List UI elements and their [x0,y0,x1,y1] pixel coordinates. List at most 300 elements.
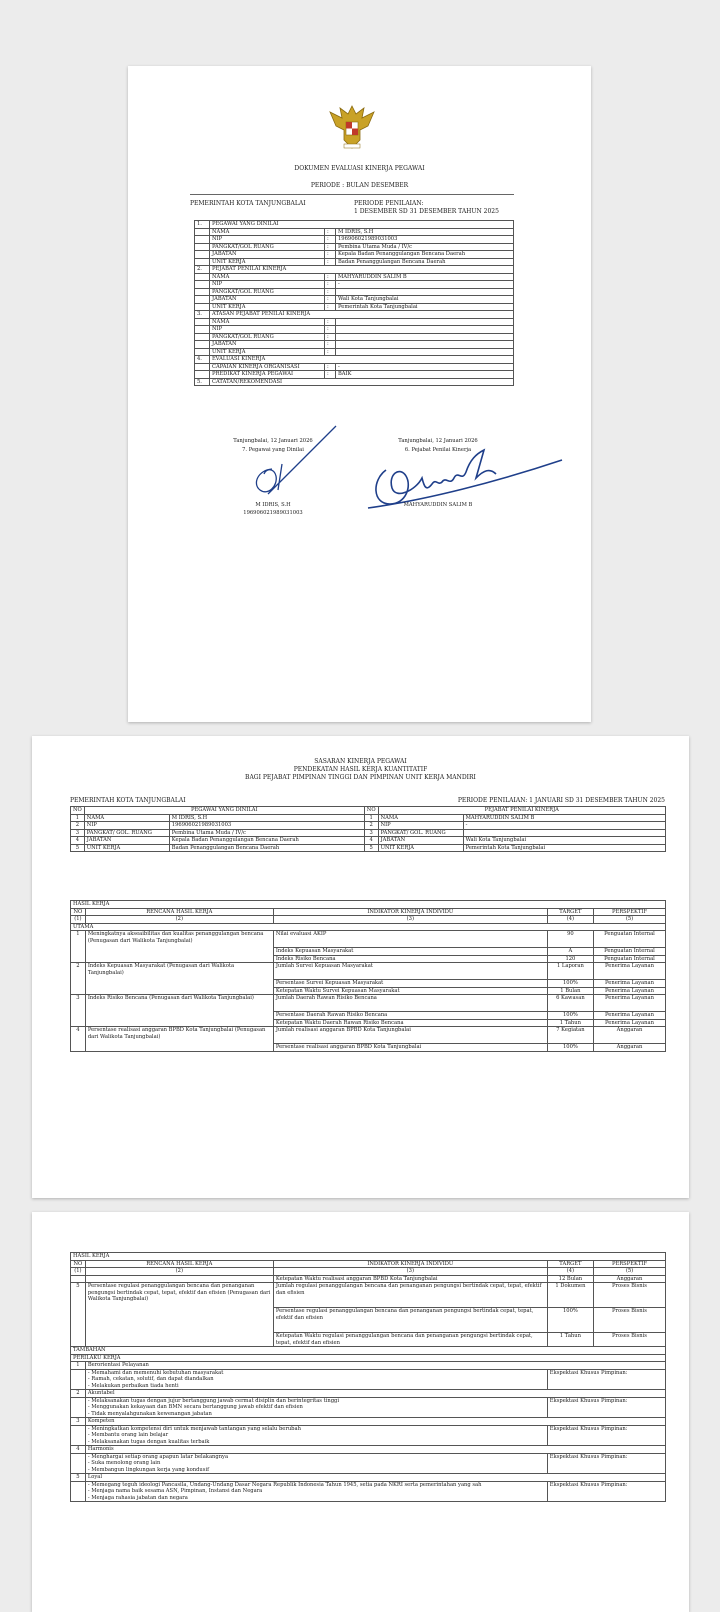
work-plan: Persentase realisasi anggaran BPBD Kota Tanjungbalai (Penugasan dari Walikota Tanjungbalai) [85,1027,273,1052]
indicator-row [71,963,666,980]
employee-sign-nip: 196906021989031003 [243,510,303,516]
behavior-item: - Menjaga rahasia jabatan dan negara [87,1494,188,1501]
row-number: 3 [364,829,378,837]
field-row [195,326,514,334]
identity-row [71,822,666,830]
colon: : [325,348,336,356]
field-label: UNIT KERJA [210,303,325,311]
field-row [195,228,514,236]
row-number: 1 [71,814,85,822]
target: A [547,948,593,956]
identity-header-row [71,807,666,815]
perspective: Penerima Layanan [593,995,665,1012]
target: 1 Tahun [547,1333,593,1347]
evaluator-header: PEJABAT PENILAI KINERJA [378,807,665,815]
behavior-detail-row [71,1481,666,1502]
colon: : [325,363,336,371]
field-label: JABATAN [84,837,169,845]
field-value: Pembina Utama Muda / IV/c [169,829,364,837]
title-divider [190,194,514,195]
field-row [195,363,514,371]
field-row [195,341,514,349]
field-row [195,318,514,326]
section-title: TAMBAHAN [71,1347,666,1355]
perspective: Penerima Layanan [593,1012,665,1020]
perspective: Proses Bisnis [593,1283,665,1308]
perspective: Penguatan Internal [593,955,665,963]
indicator: Jumlah Daerah Rawan Risiko Bencana [273,995,547,1012]
document-title: DOKUMEN EVALUASI KINERJA PEGAWAI [294,165,425,172]
row-number: 5 [364,844,378,852]
document-period: PERIODE : BULAN DESEMBER [310,182,409,189]
spacer-cell [71,1425,86,1446]
leader-expectation: Ekspektasi Khusus Pimpinan: [547,1453,665,1474]
behavior-name: Harmonis [85,1446,665,1454]
identity-row [71,829,666,837]
field-value: - [336,281,514,289]
behavior-item: - Menjaga nama baik sesama ASN, Pimpinan, Instansi dan Negara [87,1488,263,1494]
target: 12 Bulan [547,1275,593,1283]
field-row [195,288,514,296]
row-number: 2 [364,822,378,830]
field-label: PREDIKAT KINERJA PEGAWAI [210,371,325,379]
perspective: Penguatan Internal [593,948,665,956]
indicator: Ketepatan Waktu regulasi penanggulangan bencana dan penanganan pengungsi bertindak cepat, tepat, efektif dan efisien [273,1333,547,1347]
behavior-detail-row [71,1397,666,1418]
field-label: NAMA [84,814,169,822]
colon: : [325,258,336,266]
field-value: Badan Penanggulangan Bencana Daerah [336,258,514,266]
section-row [71,1354,666,1362]
column-header: INDIKATOR KINERJA INDIVIDU [273,1260,547,1268]
spacer-cell [195,341,210,349]
field-value: Kepala Badan Penanggulangan Bencana Daerah [336,251,514,259]
assessment-period: PERIODE PENILAIAN: 1 JANUARI SD 31 DESEMBER TAHUN 2025 [457,797,665,804]
field-label: PANGKAT/ GOL. RUANG [84,829,169,837]
target: 100% [547,1044,593,1052]
spacer-cell [71,1397,86,1418]
section-title: HASIL KERJA [71,901,666,909]
target: 90 [547,931,593,948]
indicator: Jumlah realisasi anggaran BPBD Kota Tanjungbalai [273,1027,547,1044]
column-header-row [71,908,666,916]
field-value: Pemerintah Kota Tanjungbalai [336,303,514,311]
indicator: Ketepatan Waktu Survei Kepuasan Masyarakat [273,987,547,995]
field-label: PANGKAT/GOL RUANG [210,288,325,296]
behavior-items [85,1453,547,1474]
field-label: PANGKAT/GOL RUANG [210,333,325,341]
field-value: M IDRIS, S.H [336,228,514,236]
row-number: 4 [71,837,85,845]
evaluator-sign-role: 6. Pejabat Penilai Kinerja [404,447,472,453]
employee-signature [238,424,348,504]
column-number: (5) [593,916,665,924]
evaluator-sign-date: Tanjungbalai, 12 Januari 2026 [398,438,478,444]
column-number: (2) [85,1268,273,1276]
behavior-items [85,1425,547,1446]
row-number: 5 [71,844,85,852]
section-title: PEGAWAI YANG DINILAI [210,221,514,229]
behavior-number: 4 [71,1446,86,1454]
spacer-cell [195,296,210,304]
indicator: Ketepatan Waktu Daerah Rawan Risiko Bencana [273,1019,547,1027]
field-value: Badan Penanggulangan Bencana Daerah [169,844,364,852]
section-row [71,1253,666,1261]
colon: : [325,296,336,304]
behavior-detail-row [71,1369,666,1390]
section-title: CATATAN/REKOMENDASI [210,378,514,386]
indicator: Indeks Kepuasan Masyarakat [273,948,547,956]
colon: : [325,371,336,379]
section-title: EVALUASI KINERJA [210,356,514,364]
column-number: (3) [273,1268,547,1276]
row-number: 1 [71,931,86,963]
colon: : [325,281,336,289]
employee-sign-name: M IDRIS, S.H [255,502,291,508]
section-header-row [195,266,514,274]
section-number: 2. [195,266,210,274]
behavior-item: - Melaksanakan tugas dengan kualitas terbaik [87,1438,210,1445]
employee-header: PEGAWAI YANG DINILAI [84,807,364,815]
work-plan: Persentase regulasi penanggulangan bencana dan penanganan pengungsi bertindak cepat, tepat, efektif dan efisien (Penugasan dari Walikota Tanjungbalai) [85,1283,273,1347]
leader-expectation: Ekspektasi Khusus Pimpinan: [547,1481,665,1502]
section-number: 4. [195,356,210,364]
field-label: NIP [378,822,463,830]
behavior-item: - Membangun lingkungan kerja yang kondusif [87,1466,210,1473]
colon: : [325,251,336,259]
column-number: (4) [547,916,593,924]
section-row [71,901,666,909]
field-value [336,326,514,334]
indicator: Ketepatan Waktu realisasi anggaran BPBD Kota Tanjungbalai [273,1275,547,1283]
behavior-items [85,1481,547,1502]
work-plan: Indeks Risiko Bencana (Penugasan dari Walikota Tanjungbalai) [85,995,273,1027]
target: 1 Tahun [547,1019,593,1027]
field-value: MAHYARUDDIN SALIM B [336,273,514,281]
institution-name: PEMERINTAH KOTA TANJUNGBALAI [70,797,186,804]
indicator: Jumlah regulasi penanggulangan bencana dan penanganan pengungsi bertindak cepat, tepat, efektif dan efisien [273,1283,547,1308]
spacer-cell [195,363,210,371]
field-value [336,318,514,326]
field-row [195,296,514,304]
column-header: PERSPEKTIF [593,1260,665,1268]
field-value: Pembina Utama Muda / IV/c [336,243,514,251]
field-value: BAIK [336,371,514,379]
field-label: UNIT KERJA [210,258,325,266]
field-label: CAPAIAN KINERJA ORGANISASI [210,363,325,371]
section-header-row [195,356,514,364]
field-label: UNIT KERJA [84,844,169,852]
colon: : [325,333,336,341]
colon: : [325,243,336,251]
row-number: 3 [71,829,85,837]
field-row [195,273,514,281]
identity-table [70,806,666,852]
behavior-item: - Melakukan perbaikan tiada henti [87,1382,179,1389]
column-header: RENCANA HASIL KERJA [85,1260,273,1268]
behavior-item: - Tidak menyalahgunakan kewenangan jabatan [87,1410,212,1417]
behavior-item: - Melaksanakan tugas dengan jujur bertanggung jawab cermat disiplin dan berintegritas tinggi [87,1397,339,1404]
perspective: Anggaran [593,1275,665,1283]
institution-name: PEMERINTAH KOTA TANJUNGBALAI [190,200,306,207]
assessment-period-label: PERIODE PENILAIAN: [354,200,424,207]
field-row [195,281,514,289]
target: 100% [547,1308,593,1333]
column-header: TARGET [547,1260,593,1268]
evaluator-signature [366,430,566,512]
spacer-cell [195,326,210,334]
perspective: Anggaran [593,1027,665,1044]
perspective: Penerima Layanan [593,987,665,995]
leader-expectation: Ekspektasi Khusus Pimpinan: [547,1425,665,1446]
behavior-item: - Menghargai setiap orang apapun latar belakangnya [87,1453,229,1460]
field-row [195,348,514,356]
column-header: NO [71,1260,86,1268]
column-number-row [71,1268,666,1276]
row-number: 2 [71,963,86,995]
column-header: PERSPEKTIF [593,908,665,916]
behavior-number: 3 [71,1418,86,1426]
behavior-item: - Meningkatkan kompetensi diri untuk menjawab tantangan yang selalu berubah [87,1425,301,1432]
work-plan: Indeks Kepuasan Masyarakat (Penugasan dari Walikota Tanjungbalai) [85,963,273,995]
behavior-number: 2 [71,1390,86,1398]
spacer-cell [195,333,210,341]
spacer-cell [195,348,210,356]
column-number: (1) [71,916,86,924]
field-label: PANGKAT/GOL RUANG [210,243,325,251]
behavior-header-row [71,1446,666,1454]
employee-sign-role: 7. Pegawai yang Dinilai [242,447,304,453]
field-label: NIP [84,822,169,830]
work-plan [85,1275,273,1283]
field-label: JABATAN [378,837,463,845]
column-number: (2) [85,916,273,924]
section-title: PEJABAT PENILAI KINERJA [210,266,514,274]
row-number: 4 [71,1027,86,1052]
field-row [195,303,514,311]
field-value: Kepala Badan Penanggulangan Bencana Daerah [169,837,364,845]
behavior-name: Kompeten [85,1418,665,1426]
perspective: Proses Bisnis [593,1308,665,1333]
field-row [195,251,514,259]
leader-expectation: Ekspektasi Khusus Pimpinan: [547,1397,665,1418]
row-number: 4 [364,837,378,845]
behavior-detail-row [71,1453,666,1474]
section-title: UTAMA [71,923,666,931]
field-row [195,236,514,244]
spacer-cell [195,281,210,289]
field-value: - [463,822,665,830]
indicator: Persentase Daerah Rawan Risiko Bencana [273,1012,547,1020]
behavior-header-row [71,1362,666,1370]
field-label: UNIT KERJA [378,844,463,852]
indicator: Persentase regulasi penanggulangan bencana dan penanganan pengungsi bertindak cepat, tepat, efektif dan efisien [273,1308,547,1333]
field-value: Pemerintah Kota Tanjungbalai [463,844,665,852]
indicator: Persentase realisasi anggaran BPBD Kota Tanjungbalai [273,1044,547,1052]
perspective: Proses Bisnis [593,1333,665,1347]
behavior-item: - Menggunakan kekayaan dan BMN secara bertanggung jawab efektif dan efisien [87,1404,303,1410]
field-label: NAMA [210,228,325,236]
field-value: - [336,363,514,371]
behavior-name: Akuntabel [85,1390,665,1398]
perspective: Penguatan Internal [593,931,665,948]
behavior-item: - Membantu orang lain belajar [87,1432,169,1438]
target: 1 Laporan [547,963,593,980]
row-number: 5 [71,1283,86,1347]
section-row [71,1347,666,1355]
spacer-cell [71,1453,86,1474]
behavior-header-row [71,1390,666,1398]
behavior-name: Loyal [85,1474,665,1482]
indicator-row [71,1283,666,1308]
spacer-cell [195,371,210,379]
spacer-cell [195,236,210,244]
skp-subtitle-2: BAGI PEJABAT PIMPINAN TINGGI DAN PIMPINAN UNIT KERJA MANDIRI [245,774,476,781]
section-header-row [195,221,514,229]
field-label: NIP [210,326,325,334]
section-title: ATASAN PEJABAT PENILAI KINERJA [210,311,514,319]
section-number: 1. [195,221,210,229]
column-number: (5) [593,1268,665,1276]
column-number: (4) [547,1268,593,1276]
no-header: NO [364,807,378,815]
row-number [71,1275,86,1283]
behavior-number: 1 [71,1362,86,1370]
spacer-cell [195,258,210,266]
target: 1 Dokumen [547,1283,593,1308]
behavior-item: - Suka menolong orang lain [87,1460,161,1466]
behavior-item: - Memahami dan memenuhi kebutuhan masyarakat [87,1369,224,1376]
work-results-table-continued [70,1252,666,1502]
field-value [336,333,514,341]
section-title: PERILAKU KERJA [71,1354,666,1362]
spacer-cell [71,1481,86,1502]
indicator: Jumlah Survei Kepuasan Masyarakat [273,963,547,980]
colon: : [325,236,336,244]
field-value [336,348,514,356]
field-row [195,243,514,251]
target: 120 [547,955,593,963]
colon: : [325,318,336,326]
identity-row [71,844,666,852]
behavior-header-row [71,1418,666,1426]
work-behavior-page [32,1212,689,1612]
garuda-emblem-icon [326,102,378,152]
field-label: NIP [210,236,325,244]
indicator-row [71,931,666,948]
evaluation-table [194,220,514,386]
spacer-cell [195,273,210,281]
perspective: Penerima Layanan [593,963,665,980]
field-value [336,288,514,296]
column-header: NO [71,908,86,916]
field-row [195,333,514,341]
column-number-row [71,916,666,924]
target: 7 Kegiatan [547,1027,593,1044]
indicator-row [71,995,666,1012]
field-label: NAMA [210,318,325,326]
field-value: 196906021989031003 [169,822,364,830]
column-header: RENCANA HASIL KERJA [85,908,273,916]
identity-row [71,814,666,822]
field-row [195,371,514,379]
behavior-item: - Memegang teguh ideologi Pancasila, Undang-Undang Dasar Negara Republik Indonesia Tahun 1945, setia pada NKRI serta pemerintahan yang sah [87,1481,482,1488]
colon: : [325,273,336,281]
spacer-cell [195,318,210,326]
colon: : [325,303,336,311]
column-number: (3) [273,916,547,924]
column-number: (1) [71,1268,86,1276]
behavior-item: - Ramah, cekatan, solutif, dan dapat diandalkan [87,1376,214,1382]
column-header-row [71,1260,666,1268]
row-number: 1 [364,814,378,822]
field-value: M IDRIS, S.H [169,814,364,822]
behavior-items [85,1369,547,1390]
colon: : [325,228,336,236]
target: 6 Kawasan [547,995,593,1012]
assessment-period-value: 1 DESEMBER SD 31 DESEMBER TAHUN 2025 [354,208,499,215]
target: 1 Bulan [547,987,593,995]
field-value: MAHYARUDDIN SALIM B [463,814,665,822]
section-title: HASIL KERJA [71,1253,666,1261]
field-label: JABATAN [210,251,325,259]
field-label: JABATAN [210,341,325,349]
field-label: NAMA [210,273,325,281]
behavior-items [85,1397,547,1418]
indicator: Indeks Risiko Bencana [273,955,547,963]
field-label: PANGKAT/ GOL. RUANG [378,829,463,837]
identity-row [71,837,666,845]
row-number: 2 [71,822,85,830]
perspective: Anggaran [593,1044,665,1052]
field-row [195,258,514,266]
spacer-cell [195,251,210,259]
spacer-cell [195,303,210,311]
column-header: INDIKATOR KINERJA INDIVIDU [273,908,547,916]
evaluator-sign-name: MAHYARUDDIN SALIM B [403,502,473,508]
colon: : [325,288,336,296]
perspective: Penerima Layanan [593,1019,665,1027]
section-row [71,923,666,931]
work-results-table [70,900,666,1052]
field-label: NAMA [378,814,463,822]
target: 100% [547,980,593,988]
behavior-number: 5 [71,1474,86,1482]
field-label: NIP [210,281,325,289]
section-number: 3. [195,311,210,319]
section-header-row [195,378,514,386]
evaluation-document-page [128,66,591,722]
behavior-header-row [71,1474,666,1482]
spacer-cell [195,243,210,251]
spacer-cell [71,1369,86,1390]
behavior-name: Berorientasi Pelayanan [85,1362,665,1370]
field-value [463,829,665,837]
spacer-cell [195,228,210,236]
leader-expectation: Ekspektasi Khusus Pimpinan: [547,1369,665,1390]
performance-target-page [32,736,689,1198]
indicator-row [71,1275,666,1283]
colon: : [325,341,336,349]
section-number: 5. [195,378,210,386]
skp-title: SASARAN KINERJA PEGAWAI [314,758,407,765]
section-header-row [195,311,514,319]
field-value: Wali Kota Tanjungbalai [463,837,665,845]
employee-sign-date: Tanjungbalai, 12 Januari 2026 [233,438,313,444]
column-header: TARGET [547,908,593,916]
indicator-row [71,1027,666,1044]
skp-subtitle: PENDEKATAN HASIL KERJA KUANTITATIF [293,766,428,773]
